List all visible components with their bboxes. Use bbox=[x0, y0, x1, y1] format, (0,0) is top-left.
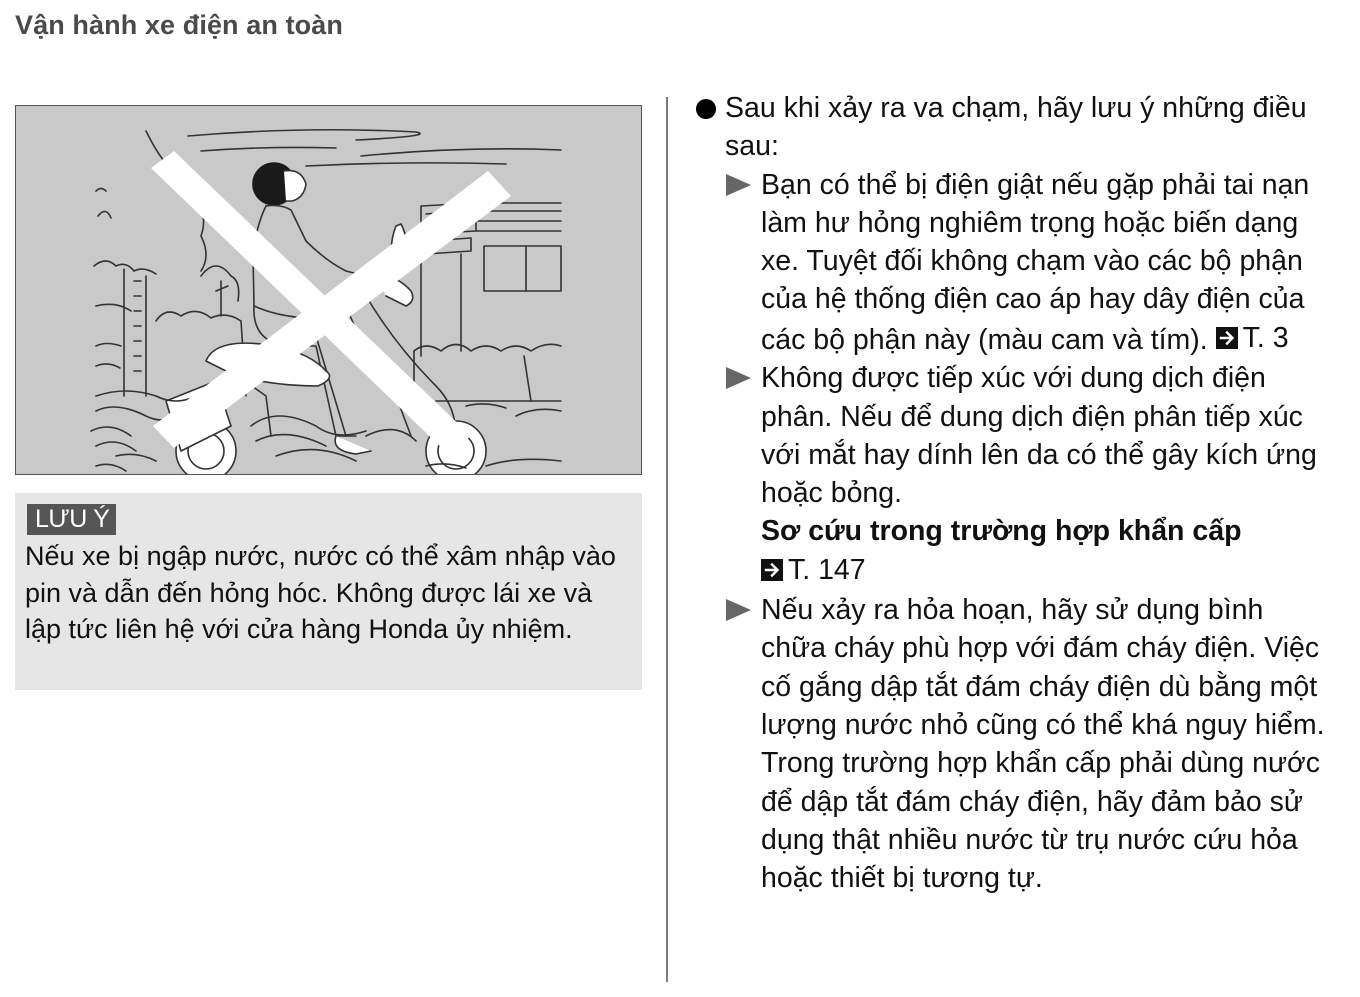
page-reference-link[interactable] bbox=[761, 551, 866, 589]
first-aid-heading: Sơ cứu trong trường hợp khẩn cấp bbox=[761, 515, 1242, 548]
list-item-text: Bạn có thể bị điện giật nếu gặp phải tai nạn làm hư hỏng nghiêm trọng hoặc biến dạng xe. Tuyệt đối không chạm vào các bộ phận của hệ thống điện cao áp hay dây điện của các bộ phận này (màu cam và tím). bbox=[761, 168, 1310, 356]
page-reference-label: T. 3 bbox=[1242, 321, 1289, 354]
triangle-right-bullet-icon bbox=[726, 599, 751, 621]
note-box bbox=[15, 493, 642, 690]
note-label: LƯU Ý bbox=[27, 504, 116, 535]
list-item-text: Nếu xảy ra hỏa hoạn, hãy sử dụng bình chữa cháy phù hợp với đám cháy điện. Việc cố gắng dập tắt đám cháy điện dù bằng một lượng nước nhỏ cũng có thể khá nguy hiểm. Trong trường hợp khẩn cấp phải dùng nước để dập tắt đám cháy điện, hãy đảm bảo sử dụng thật nhiều nước từ trụ nước cứu hỏa hoặc thiết bị tương tự. bbox=[761, 594, 1325, 895]
filled-circle-bullet-icon bbox=[696, 99, 716, 119]
note-text: Nếu xe bị ngập nước, nước có thể xâm nhập vào pin và dẫn đến hỏng hóc. Không được lái xe và lập tức liên hệ với cửa hàng Honda ủy nhiệm. bbox=[25, 541, 616, 645]
page-title: Vận hành xe điện an toàn bbox=[15, 10, 343, 40]
list-item-electrolyte bbox=[695, 359, 1335, 591]
arrow-reference-icon bbox=[761, 559, 783, 581]
page-reference-label: T. 147 bbox=[788, 553, 866, 586]
main-bullet-text: Sau khi xảy ra va chạm, hãy lưu ý những điều sau: bbox=[725, 92, 1307, 163]
page-reference-link[interactable] bbox=[1216, 319, 1289, 357]
column-divider bbox=[666, 97, 668, 982]
arrow-reference-icon bbox=[1216, 327, 1238, 349]
right-column bbox=[695, 89, 1335, 898]
list-item-electric-shock bbox=[695, 166, 1335, 360]
scooter-in-flood-drawing bbox=[16, 106, 641, 474]
list-item-fire bbox=[695, 591, 1335, 897]
flooded-road-illustration bbox=[15, 105, 642, 475]
triangle-right-bullet-icon bbox=[726, 174, 751, 196]
triangle-right-bullet-icon bbox=[726, 367, 751, 389]
list-item-text: Không được tiếp xúc với dung dịch điện phân. Nếu để dung dịch điện phân tiếp xúc với mắt hay dính lên da có thể gây kích ứng hoặc bỏng. bbox=[761, 362, 1317, 510]
prohibited-x-mark bbox=[151, 151, 511, 454]
main-bullet-item bbox=[695, 89, 1335, 166]
